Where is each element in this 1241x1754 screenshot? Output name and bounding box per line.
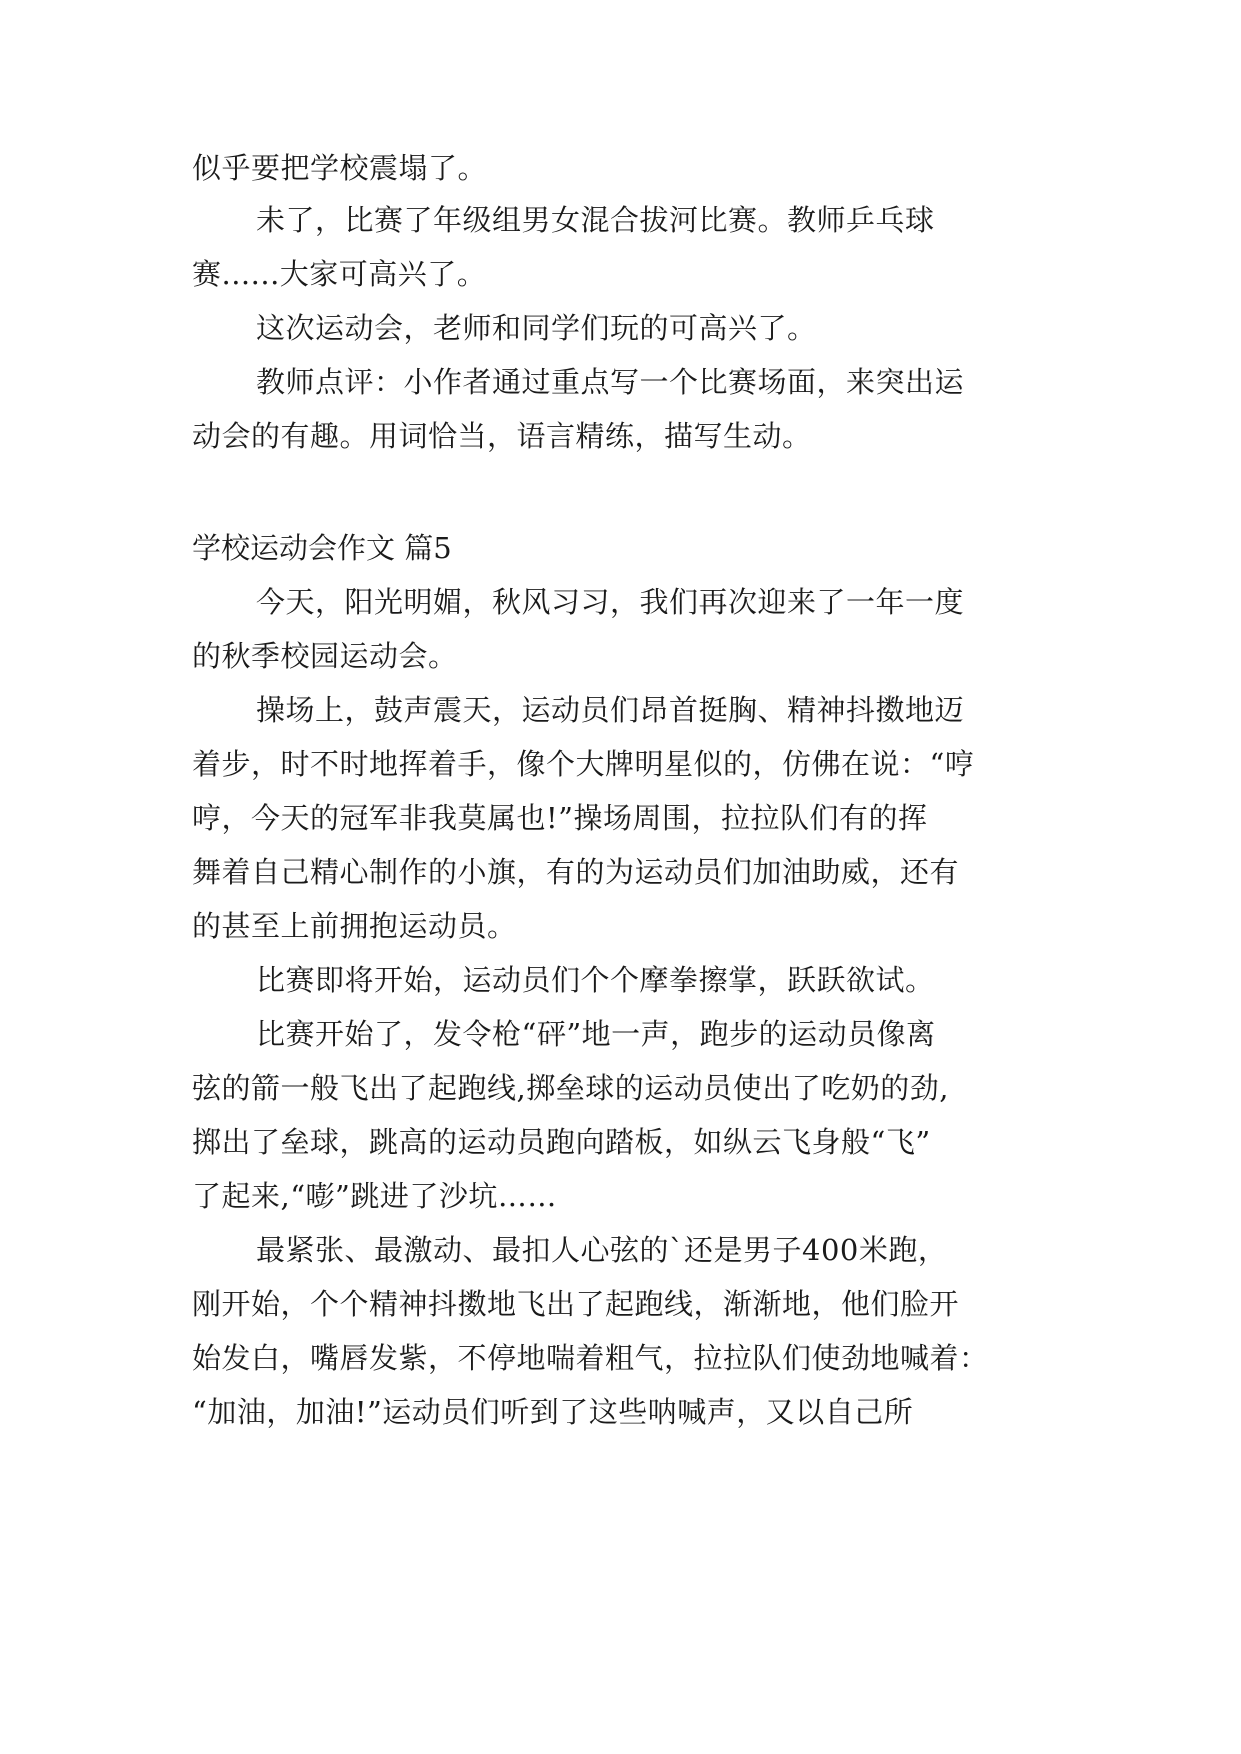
paragraph-line: 的秋季校园运动会。	[192, 639, 458, 673]
paragraph-line: 最紧张、最激动、最扣人心弦的`还是男子400米跑，	[256, 1233, 948, 1267]
paragraph-line: 教师点评：小作者通过重点写一个比赛场面，来突出运	[256, 365, 965, 399]
paragraph-line: 掷出了垒球，跳高的运动员跑向踏板，如纵云飞身般“飞”	[192, 1125, 931, 1159]
paragraph-line: 舞着自己精心制作的小旗，有的为运动员们加油助威，还有	[192, 855, 960, 889]
paragraph-line: 比赛开始了，发令枪“砰”地一声，跑步的运动员像离	[256, 1017, 936, 1051]
paragraph-line: 弦的箭一般飞出了起跑线,掷垒球的运动员使出了吃奶的劲,	[192, 1071, 949, 1105]
paragraph-line: 今天，阳光明媚，秋风习习，我们再次迎来了一年一度	[256, 585, 965, 619]
paragraph-line: 似乎要把学校震塌了。	[192, 151, 488, 185]
paragraph-line: 的甚至上前拥抱运动员。	[192, 909, 517, 943]
paragraph-line: 赛......大家可高兴了。	[192, 257, 487, 291]
paragraph-line: 哼，今天的冠军非我莫属也!”操场周围，拉拉队们有的挥	[192, 801, 928, 835]
section-heading: 学校运动会作文 篇5	[192, 531, 452, 565]
paragraph-line: 了起来,“嘭”跳进了沙坑……	[192, 1179, 557, 1213]
paragraph-line: “加油，加油!”运动员们听到了这些呐喊声，又以自己所	[192, 1395, 914, 1429]
paragraph-line: 始发白，嘴唇发紫，不停地喘着粗气，拉拉队们使劲地喊着：	[192, 1341, 989, 1375]
paragraph-line: 比赛即将开始，运动员们个个摩拳擦掌，跃跃欲试。	[256, 963, 935, 997]
paragraph-line: 操场上，鼓声震天，运动员们昂首挺胸、精神抖擞地迈	[256, 693, 965, 727]
paragraph-line: 着步，时不时地挥着手，像个大牌明星似的，仿佛在说：“哼	[192, 747, 975, 781]
paragraph-line: 这次运动会，老师和同学们玩的可高兴了。	[256, 311, 817, 345]
paragraph-line: 未了，比赛了年级组男女混合拔河比赛。教师乒乓球	[256, 203, 935, 237]
paragraph-line: 刚开始，个个精神抖擞地飞出了起跑线，渐渐地，他们脸开	[192, 1287, 960, 1321]
paragraph-line: 动会的有趣。用词恰当，语言精练，描写生动。	[192, 419, 812, 453]
